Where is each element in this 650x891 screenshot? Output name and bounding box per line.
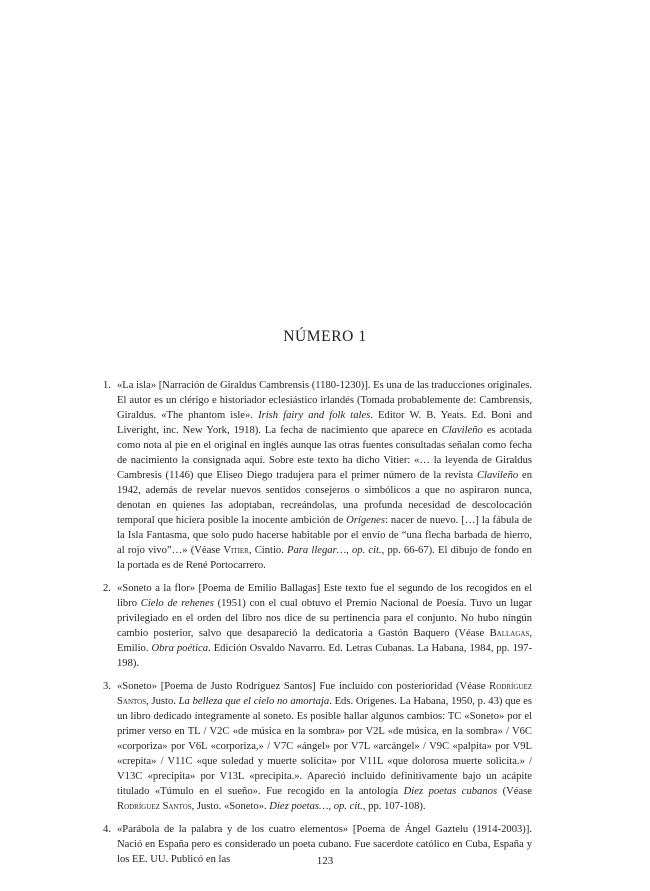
- endnote-3: 3. «Soneto» [Poema de Justo Rodríguez Santos] Fue incluido con posterioridad (Véase Rodríguez Santos, Justo. La belleza que el cielo no amortaja. Eds. Orígenes. La Habana, 1950, p. 43) que es un libro dedicado íntegramente al soneto. Es posible hallar algunos cambios: TC «Soneto» por el primer verso en TL / V2C «de música en la sombra» por V2L «de música, en la sombra» / V6C «corporiza» por V6L «corporiza,» / V7C «ángel» por V7L «arcángel» / V9C «palpita» por V9L «crepita» / V11C «que soledad y muerte solicita» por V11L «que dolorosa muerte solicita.» / V13C «precipita» por V13L «precipita.». Apareció incluido definitivamente bajo un acápite titulado «Túmulo en el sueño». Fue recogido en la antología Diez poetas cubanos (Véase Rodríguez Santos, Justo. «Soneto». Diez poetas…, op. cit., pp. 107-108).: [103, 681, 532, 812]
- endnote-1: 1. «La isla» [Narración de Giraldus Cambrensis (1180-1230)]. Es una de las traducciones originales. El autor es un clérigo e historiador eclesiástico irlandés (Tomada probablemente de: Cambrensis, Giraldus. «The phantom isle». Irish fairy and folk tales. Editor W. B. Yeats. Ed. Boni and Liveright, inc. New York, 1918). La fecha de nacimiento que aparece en Clavileño es acotada como nota al pie en el original en inglés aunque las otras fuentes consultadas señalan como fecha de nacimiento la consignada aquí. Sobre este texto ha dicho Vitier: «… la leyenda de Giraldus Cambresis (1146) que Eliseo Diego tradujera para el primer número de la revista Clavileño en 1942, además de revelar nuevos sentidos consejeros o simbólicos a que no aspiraron nunca, denotan en quienes las adoptaban, recreándolas, una profunda necesidad de descolocación temporal que hiciera posible la inocente ambición de Orígenes: nacer de nuevo. […] la fábula de la Isla Fantasma, que solo pudo hacerse habitable por el envío de “una flecha barbada de hierro, al rojo vivo”…» (Véase Vitier, Cintio. Para llegar…, op. cit., pp. 66-67). El dibujo de fondo en la portada es de René Portocarrero.: [103, 380, 533, 571]
- endnote-number: 4.: [103, 824, 111, 835]
- endnote-2: 2. «Soneto a la flor» [Poema de Emilio Ballagas] Este texto fue el segundo de los recogidos en el libro Cielo de rehenes (1951) con el cual obtuvo el Premio Nacional de Poesía. Tuvo un lugar privilegiado en el orden del libro nos dice de su pertinencia para el conjunto. No hubo ningún cambio posterior, salvo que desapareció la dedicatoria a Gastón Baquero (Véase Ballagas, Emilio. Obra poética. Edición Osvaldo Navarro. Ed. Letras Cubanas. La Habana, 1984, pp. 197-198).: [103, 583, 533, 669]
- endnote-number: 1.: [103, 380, 111, 391]
- endnote-number: 2.: [103, 583, 111, 594]
- section-heading: NÚMERO 1: [283, 328, 367, 345]
- page-number: 123: [316, 855, 334, 867]
- endnote-4: 4. «Parábola de la palabra y de los cuatro elementos» [Poema de Ángel Gaztelu (1914-2003)]. Nació en España pero es considerado un poeta cubano. Fue sacerdote católico en Cuba, España y los EE. UU. Publicó en las: [103, 824, 532, 865]
- endnotes-list: [103, 378, 533, 875]
- endnote-number: 3.: [103, 681, 111, 692]
